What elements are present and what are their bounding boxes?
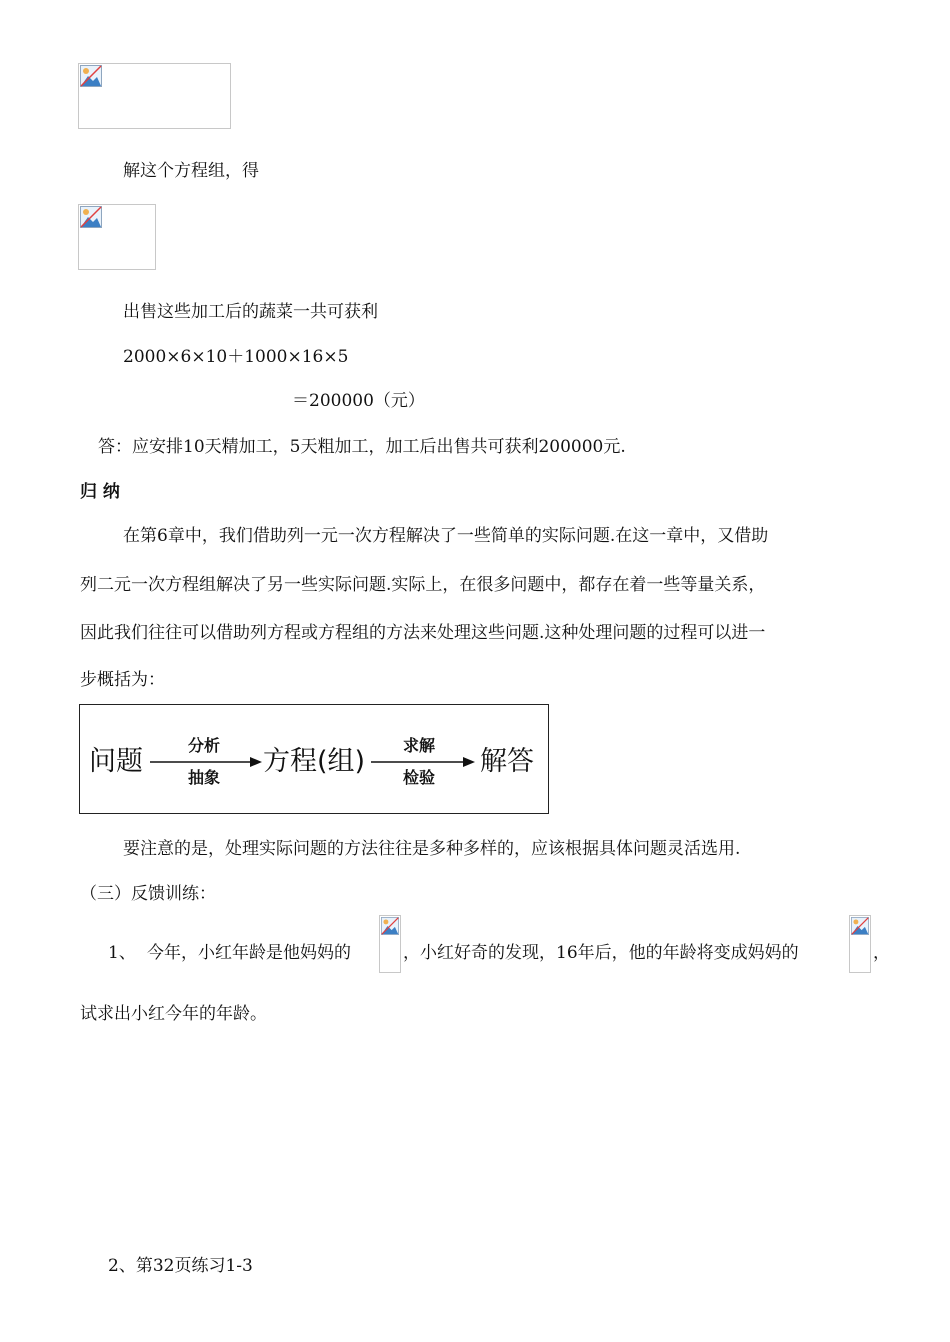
summary-paragraph-line: 列二元一次方程组解决了另一些实际问题.实际上，在很多问题中，都存在着一些等量关系， [80,575,766,595]
process-flowchart [79,704,549,814]
flow-arrow-1 [150,756,262,768]
exercise-heading: （三）反馈训练： [80,884,216,904]
flow-equation: 方程(组) [263,746,366,777]
fraction-image-placeholder [379,915,401,973]
summary-heading: 归 纳 [80,482,120,502]
calculation-result: ＝200000（元） [292,391,425,411]
solution-image-placeholder [78,204,156,270]
flow-arrow-2 [371,756,475,768]
profit-intro-text: 出售这些加工后的蔬菜一共可获利 [123,302,378,322]
question-1-number: 1、 [108,943,136,963]
question-1-text-b: ，小红好奇的发现，16年后，他的年龄将变成妈妈的 [403,943,799,963]
note-text: 要注意的是，处理实际问题的方法往往是多种多样的，应该根据具体问题灵活选用. [123,839,741,859]
flow-label-check: 检验 [403,768,436,787]
flow-problem: 问题 [89,746,143,777]
summary-paragraph-line: 因此我们往往可以借助列方程或方程组的方法来处理这些问题.这种处理问题的过程可以进一 [80,623,766,643]
summary-paragraph-line: 步概括为： [80,670,165,690]
answer-text: 答：应安排10天精加工，5天粗加工，加工后出售共可获利200000元. [98,437,626,457]
question-1-text-a: 今年，小红年龄是他妈妈的 [147,943,351,963]
flow-label-abstract: 抽象 [188,768,221,787]
question-2-text: 2、第32页练习1-3 [108,1256,253,1276]
flow-label-analyze: 分析 [188,736,221,755]
broken-image-icon [851,917,869,935]
question-1-text-d: 试求出小红今年的年龄。 [80,1004,267,1024]
broken-image-icon [381,917,399,935]
calculation-text: 2000×6×10＋1000×16×5 [123,347,349,367]
equation-image-placeholder [78,63,231,129]
broken-image-icon [80,206,102,228]
solve-text: 解这个方程组，得 [123,161,259,181]
flow-label-solve: 求解 [403,736,436,755]
summary-paragraph-line: 在第6章中，我们借助列一元一次方程解决了一些简单的实际问题.在这一章中，又借助 [123,526,769,546]
question-1-text-c: ， [873,943,890,963]
broken-image-icon [80,65,102,87]
flow-solution: 解答 [480,746,534,777]
fraction-image-placeholder [849,915,871,973]
